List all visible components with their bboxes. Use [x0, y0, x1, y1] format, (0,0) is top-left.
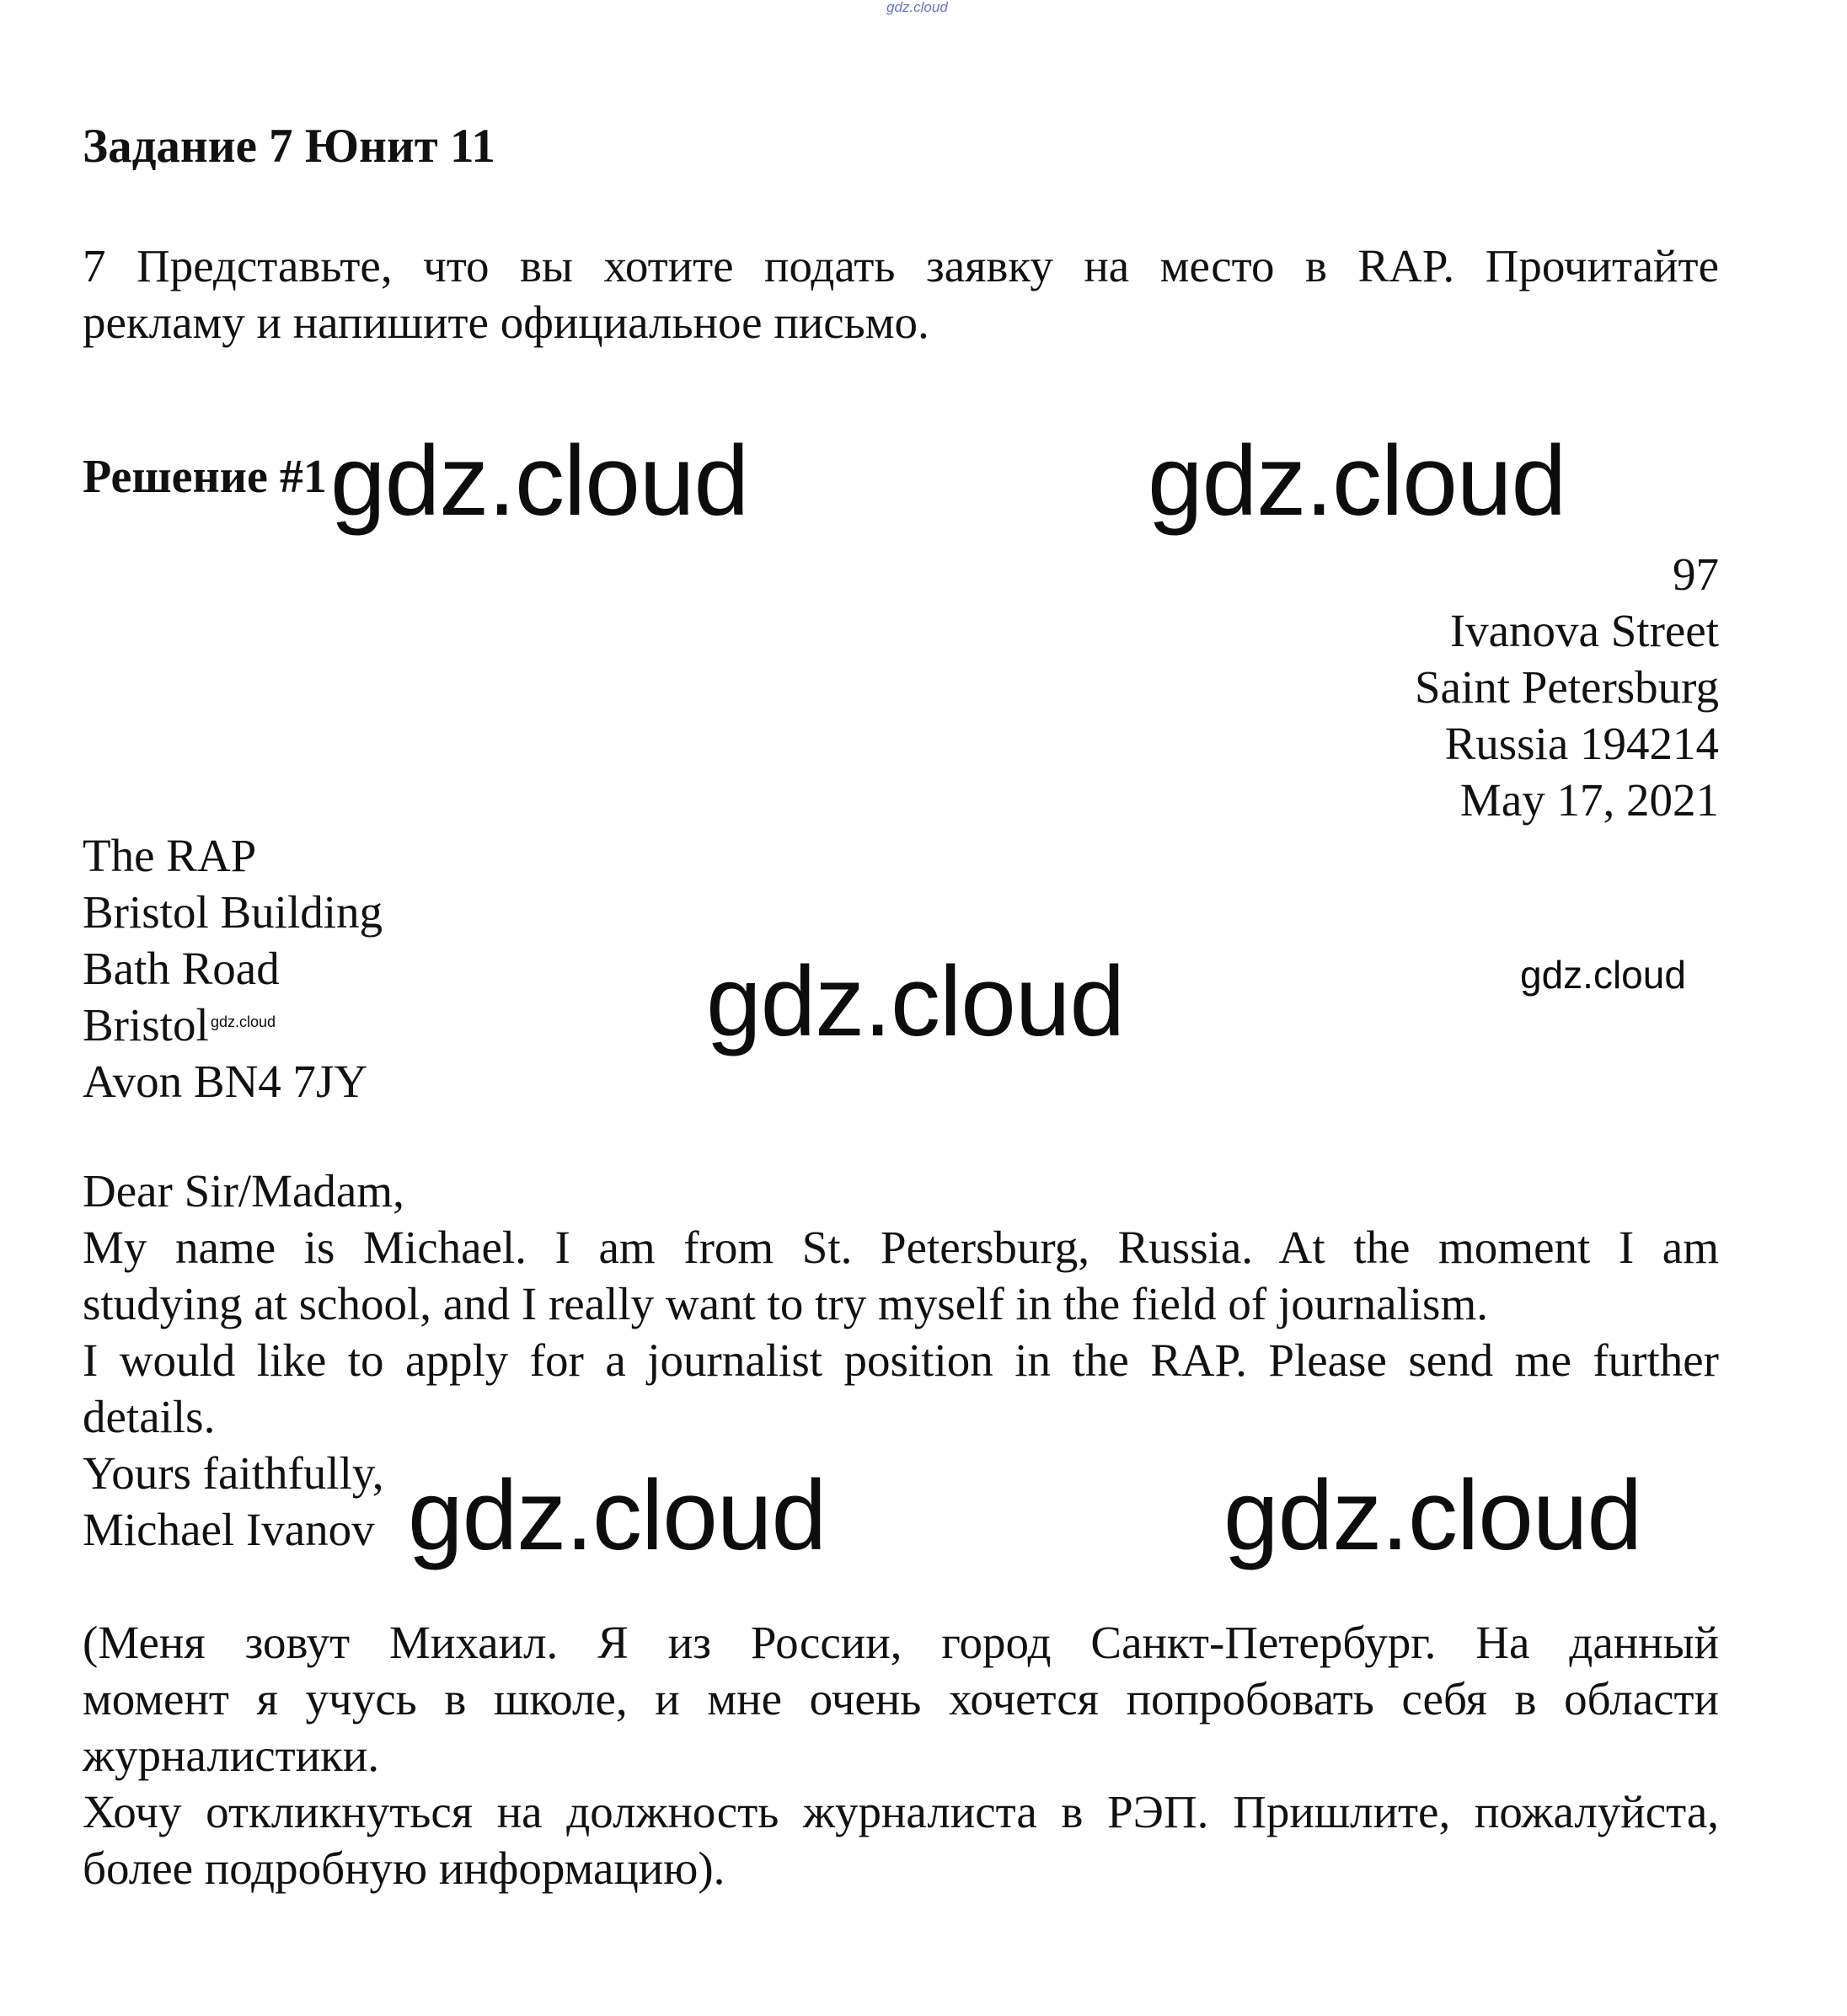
solution-label: Решение #1	[83, 451, 327, 503]
letter-date: May 17, 2021	[1459, 774, 1719, 826]
translation-line: более подробную информацию).	[83, 1842, 725, 1894]
translation-block	[83, 1614, 1719, 1896]
watermark-middle-right: gdz.cloud	[1520, 953, 1686, 997]
translation-line: журналистики.	[83, 1730, 379, 1781]
letter-greeting: Dear Sir/Madam,	[83, 1165, 404, 1217]
recipient-county-zip: Avon BN4 7JY	[83, 1056, 368, 1107]
translation-line: (Меня зовут Михаил. Я из России, город Санкт-Петербург. На данный	[83, 1617, 1719, 1668]
translation-line: Хочу откликнуться на должность журналиста в РЭП. Пришлите, пожалуйста,	[83, 1786, 1719, 1837]
letter-line: studying at school, and I really want to try myself in the field of journalism.	[83, 1278, 1488, 1329]
letter-closing: Yours faithfully,	[83, 1447, 384, 1499]
sender-street: Ivanova Street	[1449, 605, 1719, 656]
recipient-road: Bath Road	[83, 943, 280, 994]
sender-country-zip: Russia 194214	[1444, 718, 1719, 769]
translation-line: момент я учусь в школе, и мне очень хочется попробовать себя в области	[83, 1673, 1719, 1725]
watermark-bristol-inline: gdz.cloud	[211, 1013, 276, 1030]
instruction-line: 7 Представьте, что вы хотите подать заявку на место в RAP. Прочитайте	[83, 240, 1719, 291]
recipient-org: The RAP	[83, 830, 257, 881]
letter-signature: Michael Ivanov	[83, 1504, 375, 1555]
sender-address	[1415, 546, 1719, 828]
watermark-signature-left: gdz.cloud	[408, 1460, 827, 1571]
letter-line: details.	[83, 1391, 216, 1442]
instruction-line: рекламу и напишите официальное письмо.	[83, 297, 929, 348]
letter-line: My name is Michael. I am from St. Petersburg, Russia. At the moment I am	[83, 1222, 1719, 1273]
recipient-address	[83, 827, 383, 1110]
watermark-signature-right: gdz.cloud	[1223, 1460, 1642, 1571]
task-title: Задание 7 Юнит 11	[83, 120, 495, 173]
recipient-building: Bristol Building	[83, 886, 383, 938]
recipient-city: Bristol	[83, 999, 209, 1051]
task-instruction	[83, 238, 1719, 350]
sender-city: Saint Petersburg	[1414, 661, 1719, 713]
sender-house: 97	[1673, 548, 1719, 600]
watermark-top: gdz.cloud	[886, 0, 948, 15]
watermark-middle: gdz.cloud	[706, 946, 1125, 1057]
watermark-solution-right: gdz.cloud	[330, 425, 749, 537]
letter-line: I would like to apply for a journalist position in the RAP. Please send me further	[83, 1334, 1719, 1386]
watermark-solution-far-right: gdz.cloud	[1148, 425, 1566, 537]
